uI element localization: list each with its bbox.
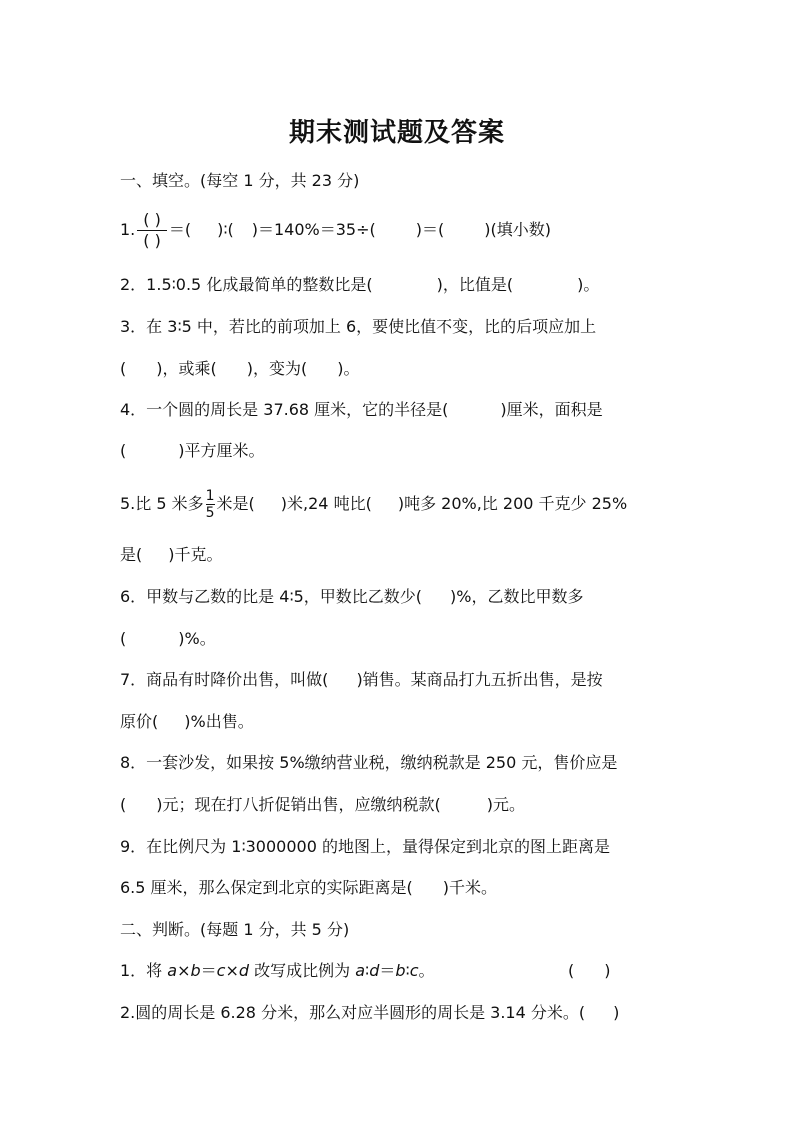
j1-times1: ×: [177, 961, 191, 980]
j1-eq: ＝: [200, 961, 217, 980]
q3-b: )，或乘(: [156, 359, 217, 378]
question-4-line2: [120, 440, 680, 462]
j1-var-b: b: [190, 961, 201, 980]
q1-frac-denominator: ( ): [143, 231, 161, 250]
j1-eq2: ＝: [379, 961, 396, 980]
question-1: [120, 206, 680, 254]
j1-mid: 改写成比例为: [249, 961, 356, 980]
q5-d: )吨多 20%,比 200 千克少 25%: [397, 494, 628, 513]
q5-frac-numerator: 1: [205, 488, 215, 504]
j1-prop-c: c: [409, 961, 419, 980]
j1-ratio1: ∶: [365, 961, 370, 980]
q1-eq1: ＝(: [168, 220, 192, 239]
question-6-line2: [120, 628, 680, 650]
question-8-line2: [120, 794, 680, 816]
judge-1: [120, 960, 680, 982]
q2-b: )，比值是(: [436, 275, 514, 294]
j1-pre: 1．将: [120, 961, 168, 980]
q2-a: 2．1.5∶0.5 化成最简单的整数比是(: [120, 275, 373, 294]
section-heading-fill-blank: 一、填空。(每空 1 分，共 23 分): [120, 171, 360, 190]
j1-answer-paren: [568, 960, 611, 982]
q4-d: )平方厘米。: [178, 441, 265, 460]
q9-a: 6.5 厘米，那么保定到北京的实际距离是(: [120, 878, 413, 897]
question-5-line2: [120, 544, 680, 566]
q8-c: )元。: [486, 795, 525, 814]
j1-var-d: d: [238, 961, 250, 980]
q4-b: )厘米，面积是: [500, 400, 603, 419]
q4-a: 4．一个圆的周长是 37.68 厘米，它的半径是(: [120, 400, 449, 419]
j1-var-a: a: [167, 961, 178, 980]
q9-b: )千米。: [442, 878, 498, 897]
question-8-line1: 8．一套沙发，如果按 5%缴纳营业税，缴纳税款是 250 元，售价应是: [120, 753, 618, 772]
j2-text: 2.圆的周长是 6.28 分米，那么对应半圆形的周长是 3.14 分米。(: [120, 1003, 586, 1022]
q5-b: 米是(: [216, 494, 255, 513]
q5-c: )米,24 吨比(: [280, 494, 372, 513]
q5-frac-denominator: 5: [205, 505, 215, 521]
q1-eq2: )＝(: [415, 220, 445, 239]
j1-times2: ×: [225, 961, 239, 980]
q5-fraction: [206, 488, 215, 521]
q7-b: )销售。某商品打九五折出售，是按: [356, 670, 603, 689]
q1-mid: )＝140%＝35÷(: [251, 220, 376, 239]
q3-a: (: [120, 359, 127, 378]
j2-paren-close: ): [613, 1003, 620, 1022]
q1-number: 1.: [120, 220, 136, 239]
question-3-line1: 3．在 3∶5 中，若比的前项加上 6，要使比值不变，比的后项应加上: [120, 317, 597, 336]
q7-c: 原价(: [120, 712, 159, 731]
j1-prop-a: a: [355, 961, 366, 980]
j1-prop-b: b: [395, 961, 406, 980]
j1-prop-d: d: [369, 961, 380, 980]
q6-c: (: [120, 629, 127, 648]
page-title: 期末测试题及答案: [288, 118, 505, 148]
q5-e: 是(: [120, 545, 143, 564]
q3-c: )，变为(: [246, 359, 308, 378]
question-2: [120, 274, 680, 296]
q3-d: )。: [337, 359, 360, 378]
q1-tail: )(填小数): [484, 220, 551, 239]
q8-b: )元；现在打八折促销出售，应缴纳税款(: [156, 795, 441, 814]
question-9-line2: [120, 877, 680, 899]
q2-c: )。: [577, 275, 600, 294]
question-3-line2: [120, 358, 680, 380]
question-4-line1: [120, 399, 680, 421]
q8-a: (: [120, 795, 127, 814]
q6-d: )%。: [178, 629, 216, 648]
q7-d: )%出售。: [184, 712, 254, 731]
j1-var-c: c: [216, 961, 226, 980]
question-5-line1: [120, 482, 680, 526]
q5-f: )千克。: [168, 545, 223, 564]
j1-paren-open: (: [568, 961, 575, 980]
question-9-line1: 9．在比例尺为 1∶3000000 的地图上，量得保定到北京的图上距离是: [120, 837, 610, 856]
q1-frac-numerator: ( ): [143, 210, 161, 229]
q6-a: 6．甲数与乙数的比是 4∶5，甲数比乙数少(: [120, 587, 423, 606]
question-7-line1: [120, 669, 680, 691]
section-heading-judge: 二、判断。(每题 1 分，共 5 分): [120, 920, 350, 939]
q4-c: (: [120, 441, 127, 460]
q1-colon: )∶(: [217, 220, 234, 239]
question-7-line2: [120, 711, 680, 733]
judge-2: [120, 1002, 680, 1024]
j1-end: 。: [418, 961, 435, 980]
j1-ratio2: ∶: [405, 961, 410, 980]
q7-a: 7．商品有时降价出售，叫做(: [120, 670, 329, 689]
j1-paren-close: ): [604, 961, 611, 980]
question-6-line1: [120, 586, 680, 608]
q5-a: 5.比 5 米多: [120, 494, 204, 513]
q1-fraction-blank: [137, 210, 167, 251]
q6-b: )%，乙数比甲数多: [450, 587, 584, 606]
